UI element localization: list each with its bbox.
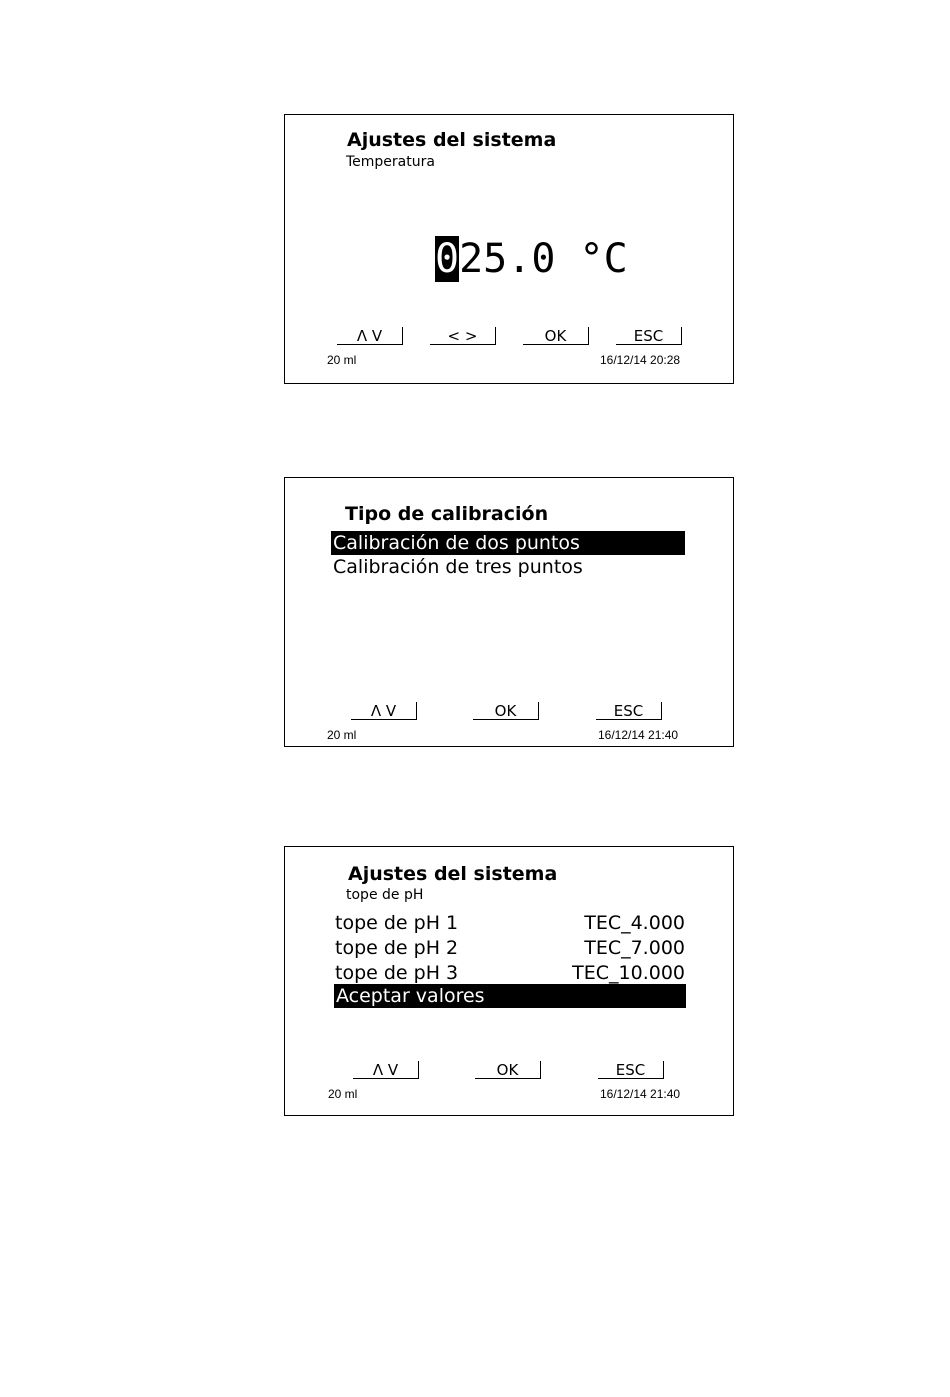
left-right-button[interactable]: < >	[430, 327, 496, 345]
datetime-status: 16/12/14 20:28	[600, 353, 681, 367]
ph-buffer-row-3[interactable]	[335, 961, 685, 985]
row-label: tope de pH 1	[335, 912, 459, 934]
up-down-button[interactable]: Λ V	[351, 702, 417, 720]
row-label: tope de pH 2	[335, 937, 459, 959]
up-down-button[interactable]: Λ V	[353, 1061, 419, 1079]
volume-status: 20 ml	[328, 1087, 358, 1101]
row-value: TEC_4.000	[584, 912, 685, 934]
screen-subtitle: Temperatura	[346, 154, 435, 170]
screen-subtitle: tope de pH	[346, 887, 424, 903]
row-value: TEC_7.000	[584, 937, 685, 959]
screen-title: Tipo de calibración	[345, 503, 549, 525]
row-label: tope de pH 3	[335, 962, 459, 984]
temperature-screen	[284, 114, 734, 384]
esc-button[interactable]: ESC	[598, 1061, 664, 1079]
ok-button[interactable]: OK	[523, 327, 589, 345]
volume-status: 20 ml	[327, 353, 357, 367]
edit-cursor-digit[interactable]: 0	[435, 236, 460, 282]
temperature-value[interactable]	[435, 237, 628, 281]
row-value: TEC_10.000	[572, 962, 685, 984]
menu-item-two-point[interactable]: Calibración de dos puntos	[331, 531, 685, 555]
datetime-status: 16/12/14 21:40	[598, 728, 679, 742]
screen-title: Ajustes del sistema	[348, 863, 558, 885]
menu-item-three-point[interactable]: Calibración de tres puntos	[333, 556, 583, 578]
ph-buffer-screen	[284, 846, 734, 1116]
accept-values-item[interactable]: Aceptar valores	[334, 984, 686, 1008]
calibration-type-screen	[284, 477, 734, 747]
ph-buffer-row-2[interactable]	[335, 936, 685, 960]
esc-button[interactable]: ESC	[596, 702, 662, 720]
ok-button[interactable]: OK	[473, 702, 539, 720]
up-down-button[interactable]: Λ V	[337, 327, 403, 345]
ph-buffer-row-1[interactable]	[335, 911, 685, 935]
datetime-status: 16/12/14 21:40	[600, 1087, 681, 1101]
temperature-value-rest: 25.0 °C	[459, 236, 628, 282]
screen-title: Ajustes del sistema	[347, 129, 557, 151]
ok-button[interactable]: OK	[475, 1061, 541, 1079]
volume-status: 20 ml	[327, 728, 357, 742]
esc-button[interactable]: ESC	[616, 327, 682, 345]
